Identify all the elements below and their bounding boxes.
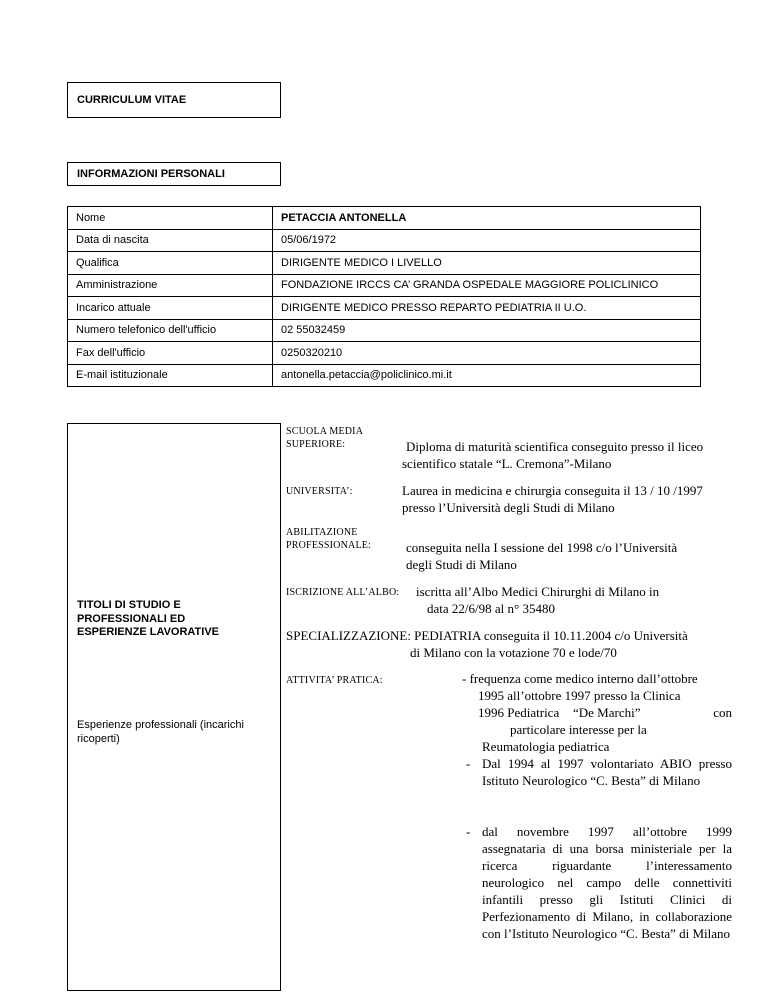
label-email: E-mail istituzionale [68, 364, 273, 387]
scuola-label-line: SUPERIORE: [286, 439, 346, 450]
albo-text [416, 583, 659, 617]
sidebar-box [67, 423, 281, 991]
value-fax: 0250320210 [273, 342, 701, 365]
table-row [68, 364, 701, 387]
section-title-line: ESPERIENZE LAVORATIVE [77, 626, 220, 638]
abilitazione-label-line: PROFESSIONALE: [286, 540, 372, 551]
experience-label [77, 719, 244, 746]
practice-line: 1995 all’ottobre 1997 presso la Clinica [478, 688, 681, 703]
value-qualifica: DIRIGENTE MEDICO I LIVELLO [273, 252, 701, 275]
practice-line-part: 1996 Pediatrica [478, 705, 560, 720]
attivita-label: ATTIVITA’ PRATICA: [286, 675, 383, 686]
table-row [68, 319, 701, 342]
label-telefono: Numero telefonico dell'ufficio [68, 319, 273, 342]
value-data-nascita: 05/06/1972 [273, 229, 701, 252]
label-fax: Fax dell'ufficio [68, 342, 273, 365]
abilitazione-text [406, 539, 677, 573]
practice-item-2: Dal 1994 al 1997 volontariato ABIO presso Istituto Neurologico “C. Besta” di Milano [482, 756, 732, 788]
table-row [68, 252, 701, 275]
value-nome: PETACCIA ANTONELLA [273, 207, 701, 230]
specializzazione-line: di Milano con la votazione 70 e lode/70 [410, 645, 617, 660]
table-row [68, 342, 701, 365]
personal-info-table [67, 206, 701, 387]
practice-item-3-dash: - [466, 824, 471, 839]
table-row [68, 207, 701, 230]
practice-line: particolare interesse per la [510, 722, 647, 737]
albo-text-line: data 22/6/98 al n° 35480 [427, 601, 555, 616]
practice-line: Reumatologia pediatrica [482, 739, 610, 754]
scuola-text-line: Diploma di maturità scientifica conseguito presso il liceo [406, 439, 704, 454]
cv-title-box [67, 82, 281, 118]
abilitazione-text-line: conseguita nella I sessione del 1998 c/o l’Università [406, 540, 678, 555]
practice-item-1 [462, 670, 732, 755]
scuola-label-line: SCUOLA MEDIA [286, 426, 364, 437]
practice-item-3: dal novembre 1997 all’ottobre 1999 assegnataria di una borsa ministeriale per la ricerca riguardante l’interessamento neurologico nel campo delle connettiviti infantili presso gli Istituti Clinici di Perfezionamento di Milano, in collaborazione con l’Istituto Neurologico “C. Besta” di Milano [482, 824, 732, 941]
experience-label-line: Esperienze professionali (incarichi [77, 719, 244, 731]
universita-label: UNIVERSITA’: [286, 486, 353, 497]
albo-label: ISCRIZIONE ALL’ALBO: [286, 587, 400, 598]
scuola-label [286, 425, 363, 451]
table-row [68, 274, 701, 297]
practice-line [462, 704, 732, 721]
cv-title: CURRICULUM VITAE [77, 94, 187, 106]
label-nome: Nome [68, 207, 273, 230]
albo-text-line: iscritta all’Albo Medici Chirurghi di Milano in [416, 584, 660, 599]
label-qualifica: Qualifica [68, 252, 273, 275]
practice-line: - frequenza come medico interno dall’ottobre [462, 671, 698, 686]
practice-item-2-dash: - [466, 756, 471, 771]
personal-info-title-box [67, 162, 281, 186]
label-data-nascita: Data di nascita [68, 229, 273, 252]
abilitazione-label [286, 526, 371, 552]
section-title-line: PROFESSIONALI ED [77, 612, 186, 625]
personal-info-title: INFORMAZIONI PERSONALI [77, 168, 225, 180]
specializzazione [286, 627, 688, 661]
scuola-text-line: scientifico statale “L. Cremona”-Milano [402, 456, 612, 471]
label-incarico: Incarico attuale [68, 297, 273, 320]
table-row [68, 229, 701, 252]
section-title-line: TITOLI DI STUDIO E [77, 599, 181, 611]
value-incarico: DIRIGENTE MEDICO PRESSO REPARTO PEDIATRIA II U.O. [273, 297, 701, 320]
table-row [68, 297, 701, 320]
universita-text-line: Laurea in medicina e chirurgia conseguita il 13 / 10 /1997 [402, 483, 703, 498]
label-amministrazione: Amministrazione [68, 274, 273, 297]
experience-label-line: ricoperti) [77, 732, 120, 745]
universita-text [402, 482, 703, 516]
universita-text-line: presso l’Università degli Studi di Milano [402, 500, 615, 515]
scuola-text [402, 438, 703, 472]
value-amministrazione: FONDAZIONE IRCCS CA’ GRANDA OSPEDALE MAGGIORE POLICLINICO [273, 274, 701, 297]
value-email: antonella.petaccia@policlinico.mi.it [273, 364, 701, 387]
specializzazione-line: SPECIALIZZAZIONE: PEDIATRIA conseguita il 10.11.2004 c/o Università [286, 628, 688, 643]
value-telefono: 02 55032459 [273, 319, 701, 342]
practice-line-part: con [713, 705, 732, 720]
section-title [77, 599, 219, 640]
abilitazione-text-line: degli Studi di Milano [406, 557, 517, 572]
abilitazione-label-line: ABILITAZIONE [286, 527, 358, 538]
practice-line-part: “De Marchi” [573, 705, 641, 720]
